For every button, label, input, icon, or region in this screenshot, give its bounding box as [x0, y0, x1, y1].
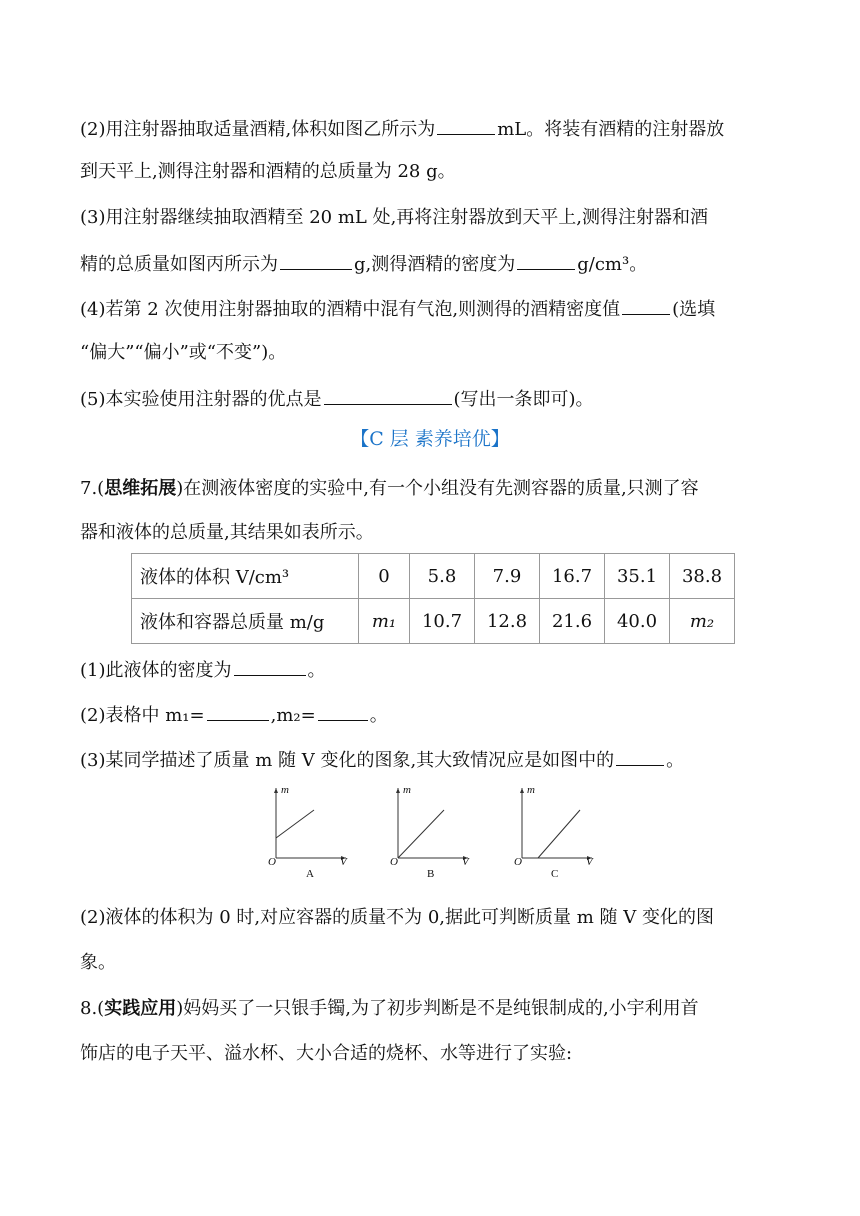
axis-label-v: V — [462, 856, 469, 868]
axis-label-v: V — [340, 856, 347, 868]
y-axis-arrow — [274, 788, 278, 793]
table-cell: 液体的体积 V/cm³ — [132, 554, 359, 599]
graph-label: B — [427, 868, 435, 880]
q6-part2-line1: (2)用注射器抽取适量酒精,体积如图乙所示为 mL。将装有酒精的注射器放 — [80, 116, 780, 142]
answer-blank[interactable] — [280, 251, 352, 270]
q7-intro-line1: 7.(思维拓展)在测液体密度的实验中,有一个小组没有先测容器的质量,只测了容 — [80, 478, 699, 499]
table-row — [132, 599, 735, 644]
table-cell: 38.8 — [670, 554, 735, 599]
table-cell: 12.8 — [475, 599, 540, 644]
answer-blank[interactable] — [324, 386, 452, 405]
q6-part3-line2: 精的总质量如图丙所示为 g,测得酒精的密度为 g/cm³。 — [80, 251, 780, 277]
graph-b — [384, 780, 474, 884]
q7-part1: (1)此液体的密度为 。 — [80, 657, 780, 683]
q7-intro-line2: 器和液体的总质量,其结果如表所示。 — [80, 522, 374, 543]
y-axis-arrow — [520, 788, 524, 793]
answer-blank[interactable] — [517, 251, 575, 270]
q8-line2: 饰店的电子天平、溢水杯、大小合适的烧杯、水等进行了实验: — [80, 1043, 573, 1064]
graph-a — [262, 780, 352, 884]
table-cell: 5.8 — [410, 554, 475, 599]
answer-blank[interactable] — [616, 747, 664, 766]
q7-part2: (2)表格中 m₁= ,m₂= 。 — [80, 702, 780, 728]
graph-line — [398, 810, 444, 858]
answer-blank[interactable] — [318, 702, 368, 721]
graph-line — [276, 810, 314, 838]
answer-blank[interactable] — [622, 296, 670, 315]
table-row — [132, 554, 735, 599]
q7-part3: (3)某同学描述了质量 m 随 V 变化的图象,其大致情况应是如图中的 。 — [80, 747, 780, 773]
section-title: 【C 层 素养培优】 — [350, 428, 510, 450]
graph-label: C — [551, 868, 559, 880]
graph-line — [538, 810, 580, 858]
q6-part3-line1: (3)用注射器继续抽取酒精至 20 mL 处,再将注射器放到天平上,测得注射器和酒 — [80, 207, 709, 228]
table-cell: 16.7 — [540, 554, 605, 599]
q8-line1: 8.(实践应用)妈妈买了一只银手镯,为了初步判断是不是纯银制成的,小宇利用首 — [80, 998, 699, 1019]
q6-part5: (5)本实验使用注射器的优点是 (写出一条即可)。 — [80, 386, 780, 412]
axis-label-v: V — [586, 856, 593, 868]
table-cell: 7.9 — [475, 554, 540, 599]
q7-tag: 思维拓展 — [104, 478, 177, 499]
answer-blank[interactable] — [234, 657, 306, 676]
table-cell: 液体和容器总质量 m/g — [132, 599, 359, 644]
origin-label: O — [514, 856, 522, 868]
graph-label: A — [306, 868, 314, 880]
answer-blank[interactable] — [437, 116, 495, 135]
axis-label-m: m — [527, 784, 535, 796]
answer-blank[interactable] — [207, 702, 269, 721]
table-cell: 10.7 — [410, 599, 475, 644]
table-cell: 0 — [359, 554, 410, 599]
origin-label: O — [268, 856, 276, 868]
q6-part4-line2: “偏大”“偏小”或“不变”)。 — [80, 342, 287, 363]
table-cell: 40.0 — [605, 599, 670, 644]
q7-hint-line1: (2)液体的体积为 0 时,对应容器的质量不为 0,据此可判断质量 m 随 V 变化的图 — [80, 907, 714, 928]
origin-label: O — [390, 856, 398, 868]
table-cell: 21.6 — [540, 599, 605, 644]
graph-c — [508, 780, 598, 884]
axis-label-m: m — [403, 784, 411, 796]
q7-hint-line2: 象。 — [80, 952, 116, 973]
q6-part2-line2: 到天平上,测得注射器和酒精的总质量为 28 g。 — [80, 161, 456, 182]
table-cell: 35.1 — [605, 554, 670, 599]
y-axis-arrow — [396, 788, 400, 793]
axis-label-m: m — [281, 784, 289, 796]
table-cell: m₁ — [359, 599, 410, 644]
table-cell: m₂ — [670, 599, 735, 644]
q8-tag: 实践应用 — [104, 998, 177, 1019]
q6-part4-line1: (4)若第 2 次使用注射器抽取的酒精中混有气泡,则测得的酒精密度值 (选填 — [80, 296, 780, 322]
data-table — [131, 553, 735, 644]
